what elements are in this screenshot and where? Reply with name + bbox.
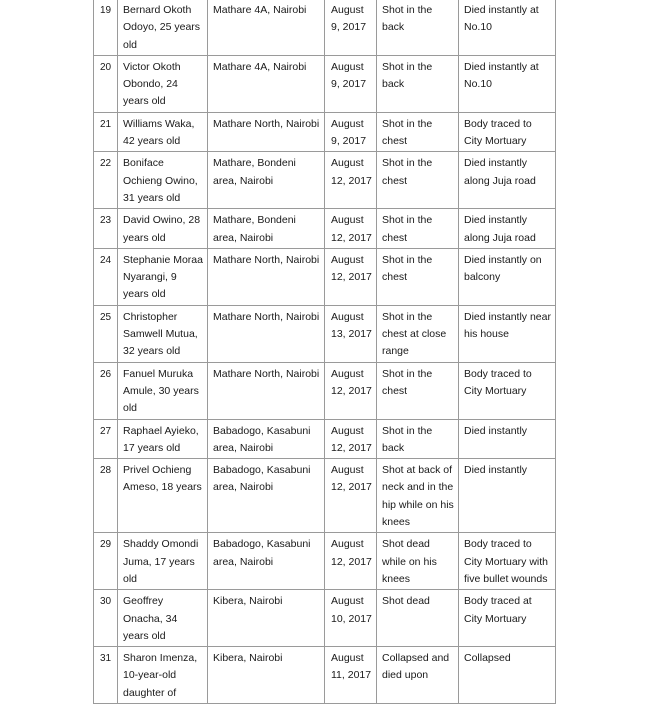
table-row (94, 55, 556, 112)
location-cell: Mathare 4A, Nairobi (208, 0, 325, 55)
table-row (94, 112, 556, 152)
victim-name-cell: Raphael Ayieko, 17 years old (118, 419, 208, 459)
row-number: 30 (94, 590, 118, 647)
row-number: 28 (94, 459, 118, 533)
outcome-cell: Died instantly (459, 419, 556, 459)
outcome-cell: Body traced to City Mortuary (459, 362, 556, 419)
table-row (94, 209, 556, 249)
cause-cell: Shot in the chest (377, 248, 459, 305)
table-row (94, 590, 556, 647)
date-cell: August 12, 2017 (325, 419, 377, 459)
outcome-cell: Died instantly along Juja road (459, 152, 556, 209)
victim-name-cell: David Owino, 28 years old (118, 209, 208, 249)
table-row (94, 248, 556, 305)
date-cell: August 9, 2017 (325, 112, 377, 152)
date-cell: August 12, 2017 (325, 248, 377, 305)
outcome-cell: Died instantly near his house (459, 305, 556, 362)
victim-name-cell: Shaddy Omondi Juma, 17 years old (118, 533, 208, 590)
outcome-cell: Body traced to City Mortuary with five bullet wounds (459, 533, 556, 590)
table-row (94, 362, 556, 419)
victim-name-cell: Victor Okoth Obondo, 24 years old (118, 55, 208, 112)
location-cell: Mathare North, Nairobi (208, 112, 325, 152)
victim-name-cell: Sharon Imenza, 10-year-old daughter of (118, 647, 208, 704)
location-cell: Mathare North, Nairobi (208, 248, 325, 305)
outcome-cell: Body traced at City Mortuary (459, 590, 556, 647)
date-cell: August 11, 2017 (325, 647, 377, 704)
victim-name-cell: Fanuel Muruka Amule, 30 years old (118, 362, 208, 419)
outcome-cell: Died instantly on balcony (459, 248, 556, 305)
location-cell: Mathare, Bondeni area, Nairobi (208, 209, 325, 249)
outcome-cell: Died instantly (459, 459, 556, 533)
table-row (94, 419, 556, 459)
location-cell: Kibera, Nairobi (208, 647, 325, 704)
date-cell: August 10, 2017 (325, 590, 377, 647)
date-cell: August 13, 2017 (325, 305, 377, 362)
outcome-cell: Body traced to City Mortuary (459, 112, 556, 152)
victim-name-cell: Privel Ochieng Ameso, 18 years (118, 459, 208, 533)
outcome-cell: Died instantly along Juja road (459, 209, 556, 249)
table-row (94, 459, 556, 533)
victims-table (93, 0, 556, 704)
cause-cell: Shot dead while on his knees (377, 533, 459, 590)
cause-cell: Shot in the chest (377, 112, 459, 152)
row-number: 19 (94, 0, 118, 55)
location-cell: Babadogo, Kasabuni area, Nairobi (208, 419, 325, 459)
location-cell: Mathare North, Nairobi (208, 362, 325, 419)
row-number: 21 (94, 112, 118, 152)
date-cell: August 9, 2017 (325, 0, 377, 55)
victim-name-cell: Geoffrey Onacha, 34 years old (118, 590, 208, 647)
victim-name-cell: Christopher Samwell Mutua, 32 years old (118, 305, 208, 362)
row-number: 25 (94, 305, 118, 362)
date-cell: August 9, 2017 (325, 55, 377, 112)
table-body (94, 0, 556, 703)
row-number: 23 (94, 209, 118, 249)
date-cell: August 12, 2017 (325, 459, 377, 533)
date-cell: August 12, 2017 (325, 533, 377, 590)
date-cell: August 12, 2017 (325, 362, 377, 419)
victim-name-cell: Bernard Okoth Odoyo, 25 years old (118, 0, 208, 55)
table-row (94, 0, 556, 55)
victim-name-cell: Williams Waka, 42 years old (118, 112, 208, 152)
row-number: 27 (94, 419, 118, 459)
cause-cell: Shot dead (377, 590, 459, 647)
location-cell: Mathare 4A, Nairobi (208, 55, 325, 112)
row-number: 24 (94, 248, 118, 305)
victim-name-cell: Stephanie Moraa Nyarangi, 9 years old (118, 248, 208, 305)
victim-name-cell: Boniface Ochieng Owino, 31 years old (118, 152, 208, 209)
outcome-cell: Died instantly at No.10 (459, 55, 556, 112)
cause-cell: Collapsed and died upon (377, 647, 459, 704)
cause-cell: Shot at back of neck and in the hip while on his knees (377, 459, 459, 533)
row-number: 31 (94, 647, 118, 704)
outcome-cell: Collapsed (459, 647, 556, 704)
table-row (94, 305, 556, 362)
cause-cell: Shot in the chest (377, 362, 459, 419)
table-row (94, 533, 556, 590)
location-cell: Mathare, Bondeni area, Nairobi (208, 152, 325, 209)
date-cell: August 12, 2017 (325, 152, 377, 209)
cause-cell: Shot in the back (377, 0, 459, 55)
location-cell: Kibera, Nairobi (208, 590, 325, 647)
cause-cell: Shot in the chest (377, 209, 459, 249)
outcome-cell: Died instantly at No.10 (459, 0, 556, 55)
row-number: 29 (94, 533, 118, 590)
date-cell: August 12, 2017 (325, 209, 377, 249)
location-cell: Babadogo, Kasabuni area, Nairobi (208, 533, 325, 590)
location-cell: Babadogo, Kasabuni area, Nairobi (208, 459, 325, 533)
row-number: 26 (94, 362, 118, 419)
cause-cell: Shot in the chest (377, 152, 459, 209)
cause-cell: Shot in the chest at close range (377, 305, 459, 362)
row-number: 20 (94, 55, 118, 112)
row-number: 22 (94, 152, 118, 209)
cause-cell: Shot in the back (377, 55, 459, 112)
cause-cell: Shot in the back (377, 419, 459, 459)
table-row (94, 152, 556, 209)
table-row (94, 647, 556, 704)
location-cell: Mathare North, Nairobi (208, 305, 325, 362)
